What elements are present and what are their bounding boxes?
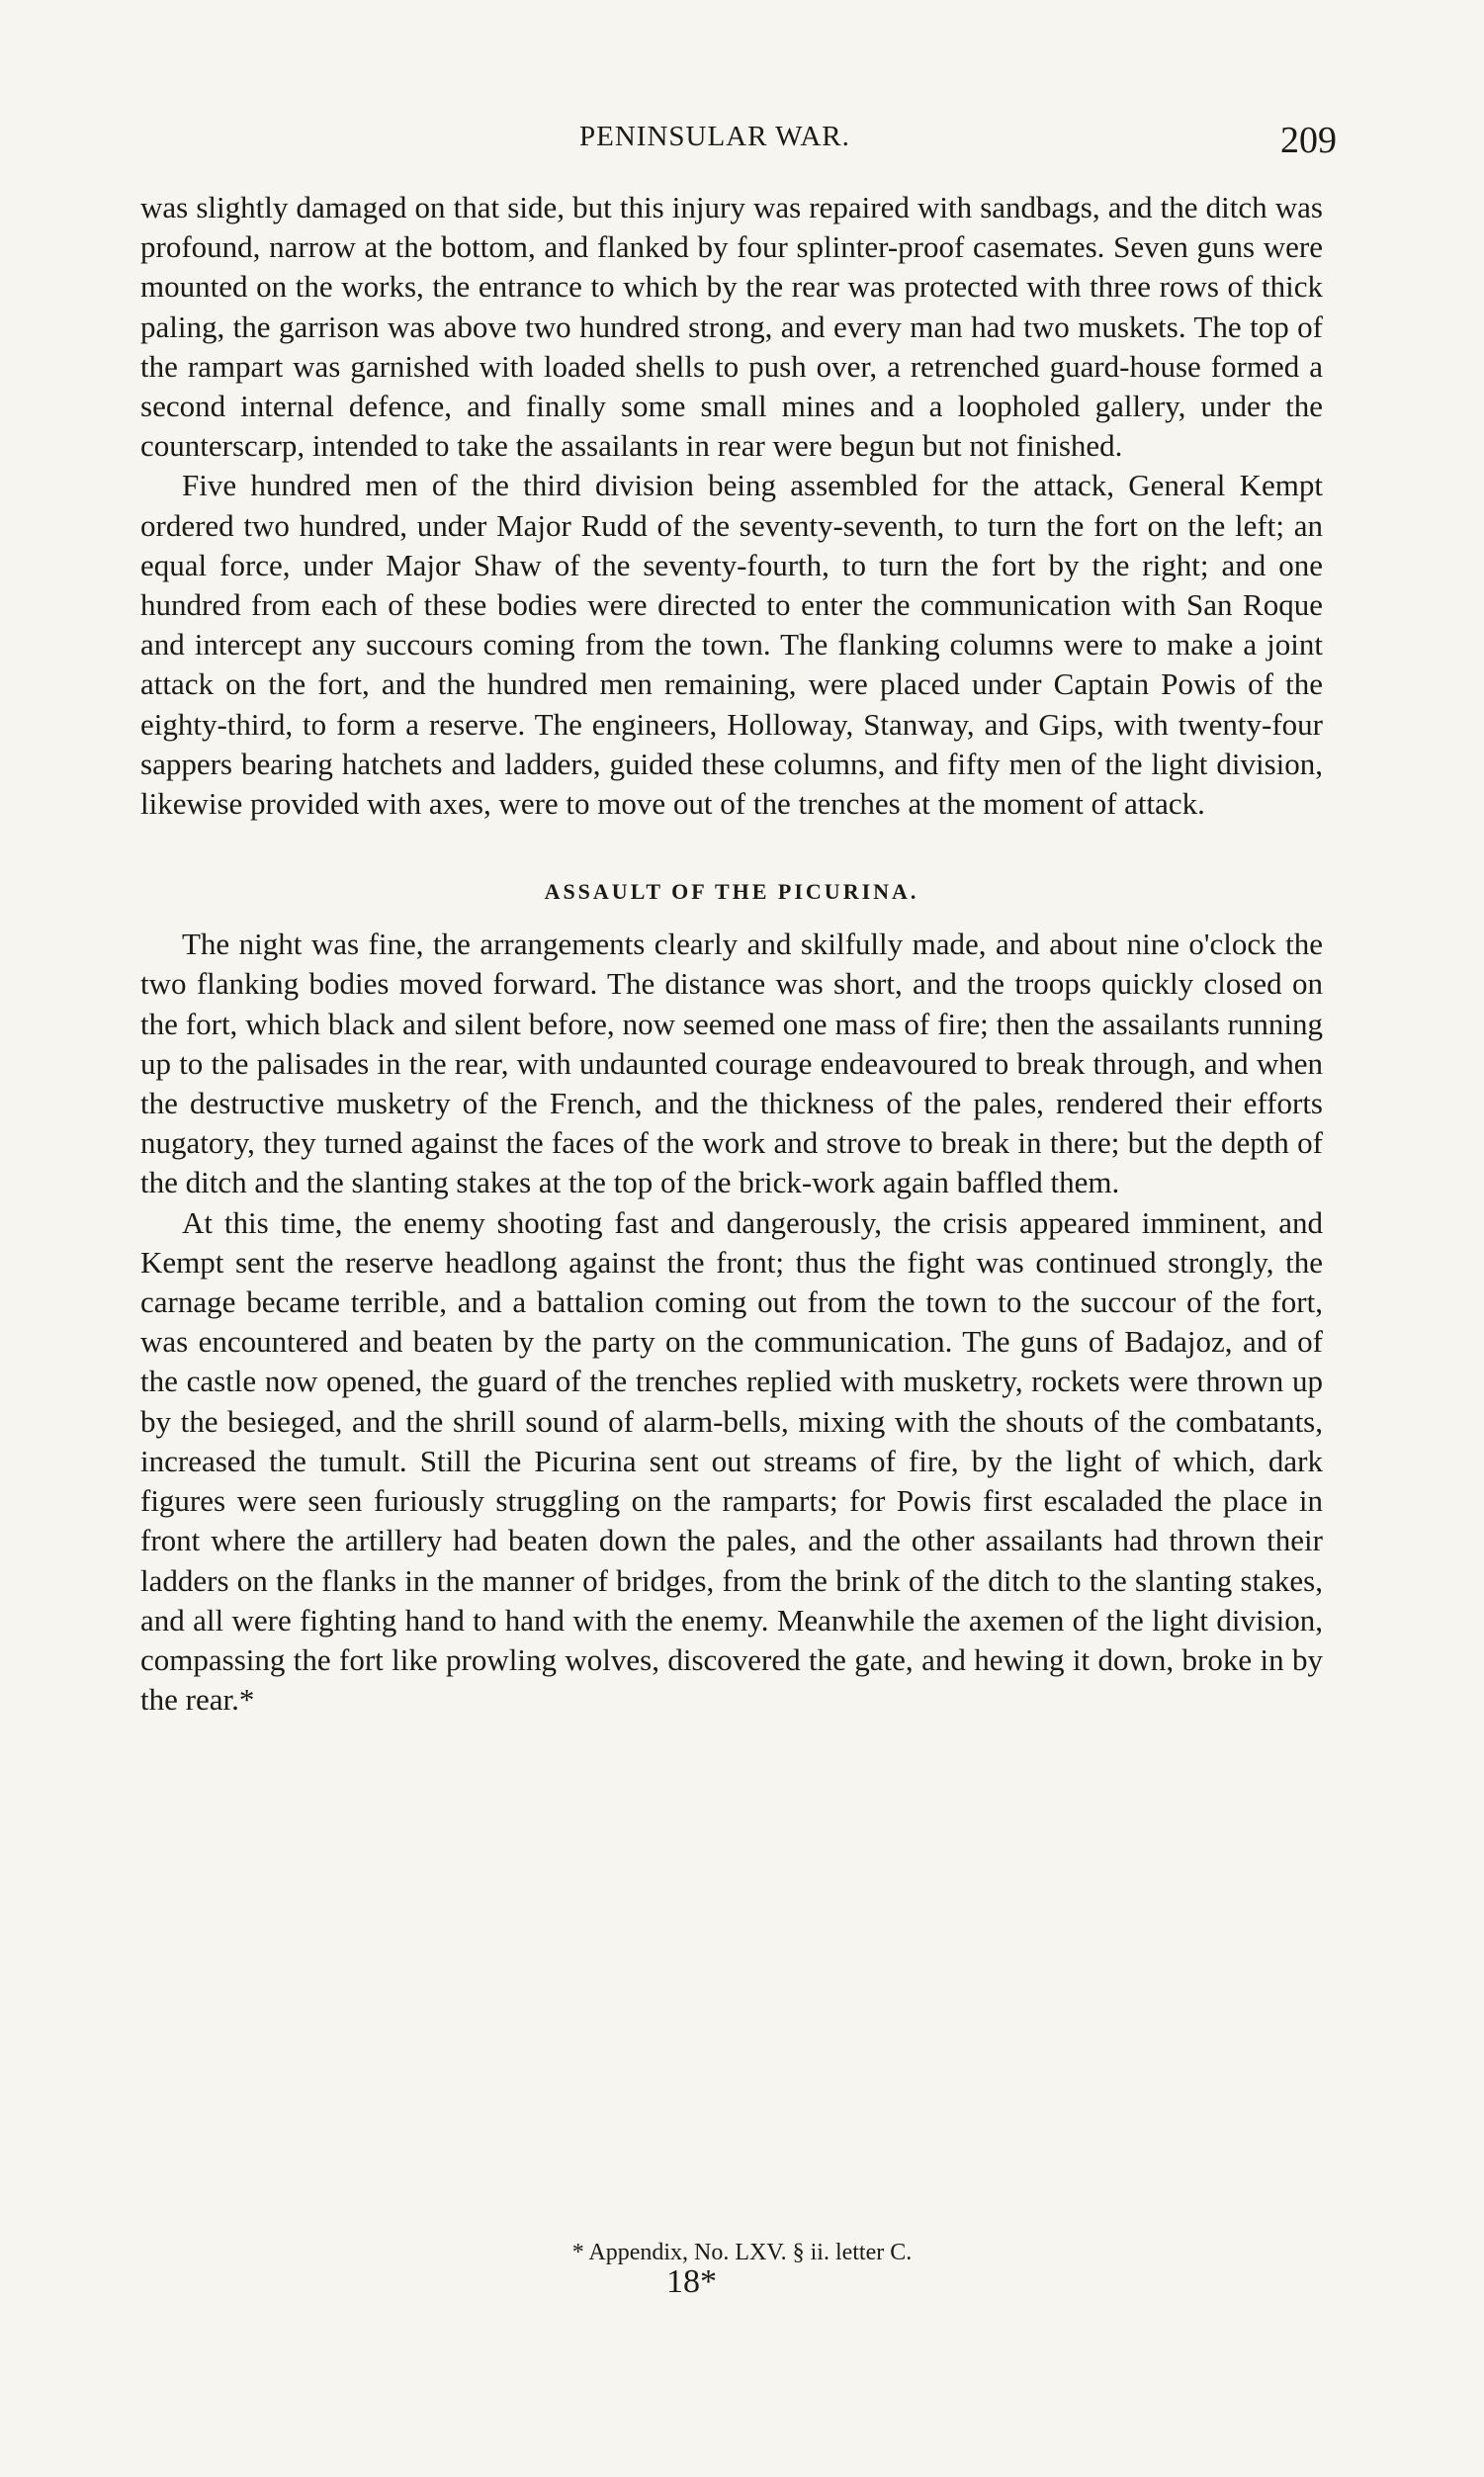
page-number: 209	[1280, 120, 1337, 161]
footnote: * Appendix, No. LXV. § ii. letter C.	[571, 2240, 913, 2265]
paragraph: The night was fine, the arrangements clearly and skilfully made, and about nine o'clock the two flanking bodies moved forward. The distance was short, and the troops quickly closed on the fort, which black and silent before, now seemed one mass of fire; then the assailants running up to the palisades in the rear, with undaunted courage endeavoured to break through, and when the destructive musketry of the French, and the thickness of the pales, rendered their efforts nugatory, they turned against the faces of the work and strove to break in there; but the depth of the ditch and the slanting stakes at the top of the brick-work again baffled them.	[140, 927, 1323, 1200]
running-title: PENINSULAR WAR.	[579, 121, 850, 152]
running-head	[0, 117, 1484, 166]
paragraph: was slightly damaged on that side, but this injury was repaired with sandbags, and the ditch was profound, narrow at the bottom, and flanked by four splinter-proof casemates. Seven guns were mounted on the works, the entrance to which by the rear was protected with three rows of thick paling, the garrison was above two hundred strong, and every man had two muskets. The top of the rampart was garnished with loaded shells to push over, a retrenched guard-house formed a second internal defence, and finally some small mines and a loopholed gallery, under the counterscarp, intended to take the assailants in rear were begun but not finished.	[140, 190, 1323, 464]
body-text	[140, 188, 1323, 1720]
section-heading: ASSAULT OF THE PICURINA.	[544, 879, 919, 905]
paragraph: Five hundred men of the third division being assembled for the attack, General Kempt ordered two hundred, under Major Rudd of the seventy-seventh, to turn the fort on the left; an equal force, under Major Shaw of the seventy-fourth, to turn the fort by the right; and one hundred from each of these bodies were directed to enter the communication with San Roque and intercept any succours coming from the town. The flanking columns were to make a joint attack on the fort, and the hundred men remaining, were placed under Captain Powis of the eighty-third, to form a reserve. The engineers, Holloway, Stanway, and Gips, with twenty-four sappers bearing hatchets and ladders, guided these columns, and fifty men of the light division, likewise provided with axes, were to move out of the trenches at the moment of attack.	[140, 468, 1323, 822]
paragraph: At this time, the enemy shooting fast and dangerously, the crisis appeared imminent, and Kempt sent the reserve headlong against the front; thus the fight was continued strongly, the carnage became terrible, and a battalion coming out from the town to the succour of the fort, was encountered and beaten by the party on the communication. The guns of Badajoz, and of the castle now opened, the guard of the trenches replied with musketry, rockets were thrown up by the besieged, and the shrill sound of alarm-bells, mixing with the shouts of the combatants, increased the tumult. Still the Picurina sent out streams of fire, by the light of which, dark figures were seen furiously struggling on the ramparts; for Powis first escaladed the place in front where the artillery had beaten down the pales, and the other assailants had thrown their ladders on the flanks in the manner of bridges, from the brink of the ditch to the slanting stakes, and all were fighting hand to hand with the enemy. Meanwhile the axemen of the light division, compassing the fort like prowling wolves, discovered the gate, and hewing it down, broke in by the rear.*	[140, 1204, 1323, 1718]
signature-mark: 18*	[666, 2263, 717, 2300]
